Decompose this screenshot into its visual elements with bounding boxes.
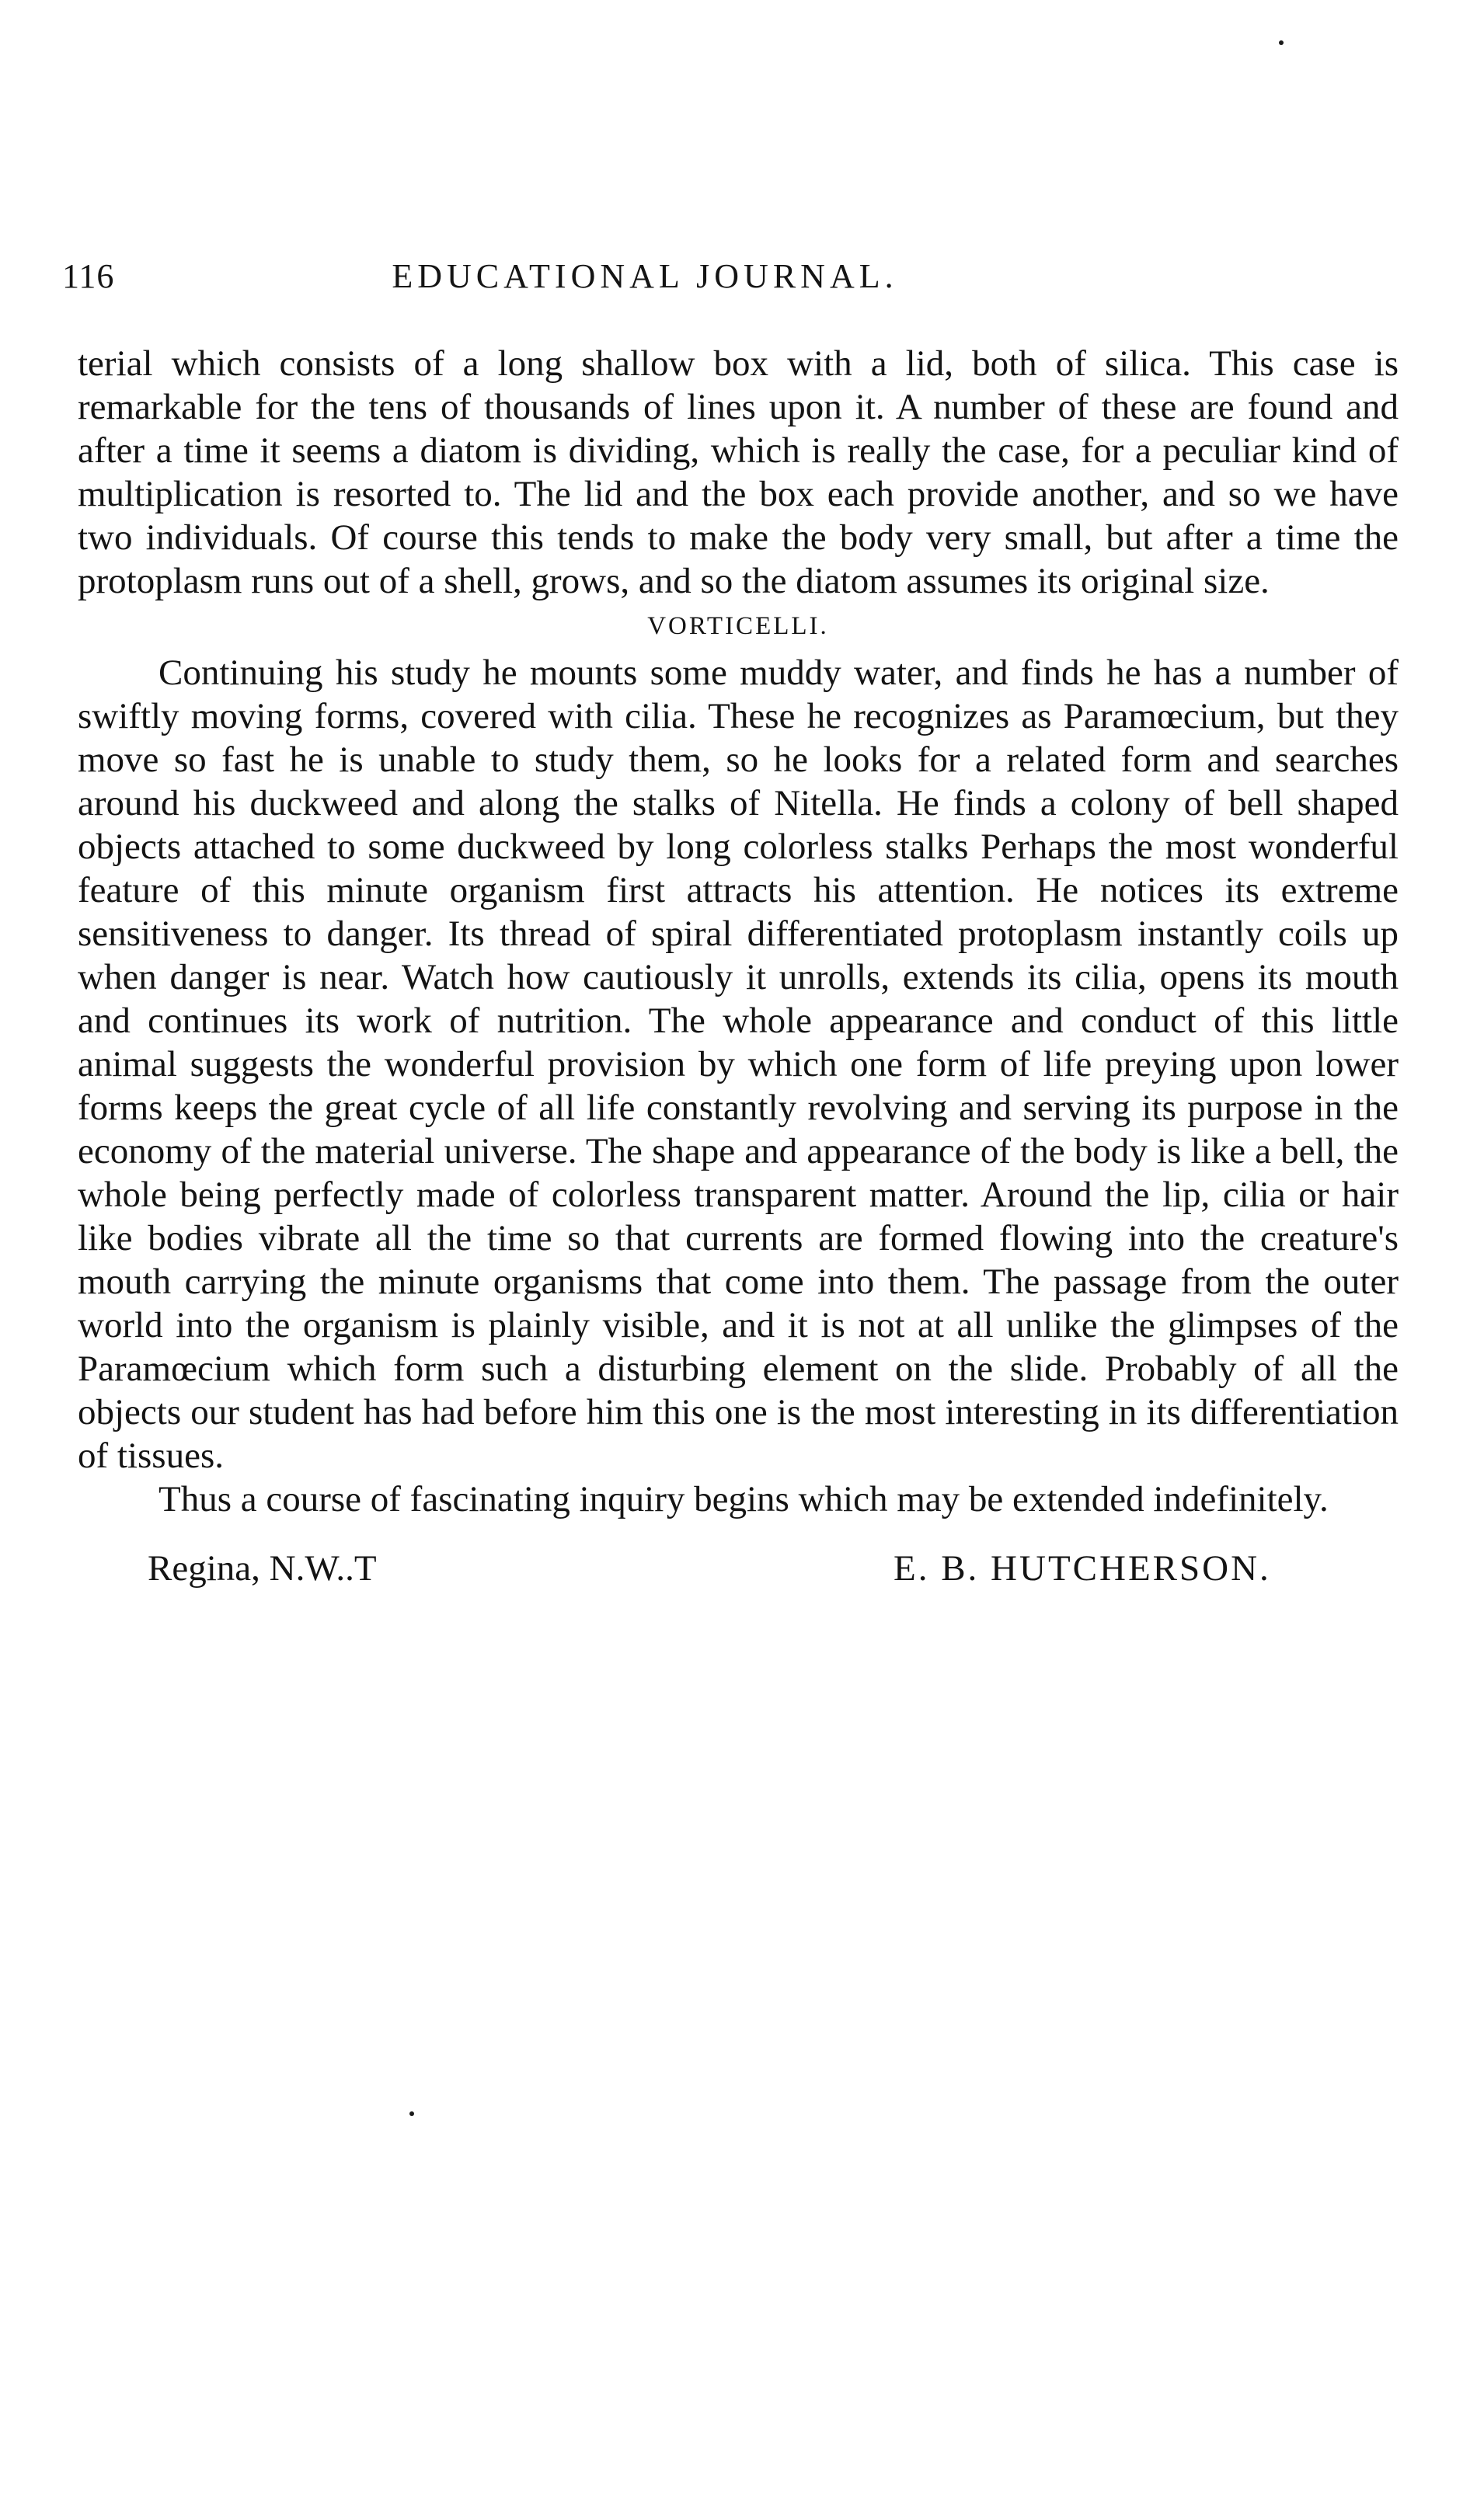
running-head: EDUCATIONAL JOURNAL.: [392, 257, 898, 295]
section-heading: VORTICELLI.: [647, 612, 829, 640]
signature-author: E. B. HUTCHERSON.: [894, 1548, 1271, 1589]
signature-place: Regina, N.W..T: [148, 1548, 377, 1589]
page-header: [62, 256, 1406, 311]
paragraph-diatom: terial which consists of a long shallow box with a lid, both of silica. This case is remarkable for the tens of thousands of lines upon it. A number of these are found and after a time it seems a diatom is dividing, which is really the case, for a peculiar kind of multiplication is resorted to. The lid and the box each provide another, and so we have two individuals. Of course this tends to make the body very small, but after a time the protoplasm runs out of a shell, grows, and so the diatom assumes its original size.: [78, 343, 1399, 601]
stray-ink-dot-bottom: [409, 2111, 414, 2116]
paragraph-vorticelli: Continuing his study he mounts some muddy water, and finds he has a number of swiftly moving forms, covered with cilia. These he recognizes as Paramœcium, but they move so fast he is unable to study them, so he looks for a related form and searches around his duckweed and along the stalks of Nitella. He finds a colony of bell shaped objects attached to some duckweed by long colorless stalks Perhaps the most wonderful feature of this minute organism first attracts his attention. He notices its extreme sensitiveness to danger. Its thread of spiral differentiated protoplasm instantly coils up when danger is near. Watch how cautiously it unrolls, extends its cilia, opens its mouth and continues its work of nutrition. The whole appearance and conduct of this little animal suggests the wonderful provision by which one form of life preying upon lower forms keeps the great cycle of all life constantly revolving and serving its purpose in the economy of the material universe. The shape and appearance of the body is like a bell, the whole being perfectly made of colorless transparent matter. Around the lip, cilia or hair like bodies vibrate all the time so that currents are formed flowing into the creature's mouth carrying the minute organisms that come into them. The passage from the outer world into the organism is plainly visible, and it is not at all unlike the glimpses of the Paramœcium which form such a disturbing element on the slide. Probably of all the objects our student has had before him this one is the most interesting in its differentiation of tissues.: [78, 653, 1399, 1476]
paragraph-conclusion: Thus a course of fascinating inquiry begins which may be extended indefinitely.: [159, 1479, 1329, 1519]
article-body: [78, 342, 1399, 1594]
page-number: 116: [62, 257, 115, 295]
signature-line: [78, 1547, 1399, 1594]
stray-ink-dot-top: [1279, 40, 1284, 45]
